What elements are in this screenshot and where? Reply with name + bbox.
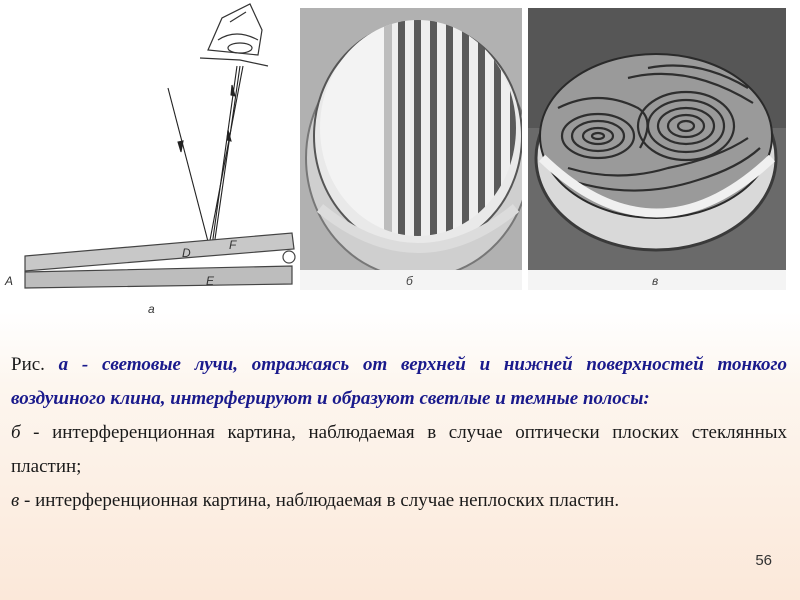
label-A: A: [5, 274, 14, 288]
figure-caption: [11, 348, 787, 518]
caption-a: а: [148, 302, 155, 316]
caption-line-v: [11, 484, 787, 518]
label-D: D: [182, 246, 191, 260]
label-F: F: [229, 238, 237, 252]
caption-b-letter: б: [11, 422, 21, 443]
caption-a-text: а - световые лучи, отражаясь от верхней и нижней поверхностей тонкого воздушного клина, интерферируют и образуют светлые и темные полосы:: [11, 354, 788, 409]
caption-line-a: [11, 348, 787, 416]
photo-irregular-fringes: [528, 8, 786, 290]
page-number: 56: [755, 552, 772, 569]
caption-v-text: - интерференционная картина, наблюдаемая в случае неплоских пластин.: [19, 490, 620, 511]
caption-line-b: [11, 416, 787, 484]
caption-b-text: - интерференционная картина, наблюдаемая в случае оптически плоских стеклянных пластин;: [11, 422, 787, 477]
label-E: E: [206, 274, 215, 288]
wedge-diagram: [0, 0, 300, 320]
caption-v: в: [652, 274, 659, 288]
caption-prefix: Рис.: [11, 354, 45, 375]
caption-v-letter: в: [11, 490, 20, 511]
caption-b: б: [406, 274, 413, 288]
eye-icon: [200, 4, 268, 66]
photo-straight-fringes: [300, 8, 522, 290]
